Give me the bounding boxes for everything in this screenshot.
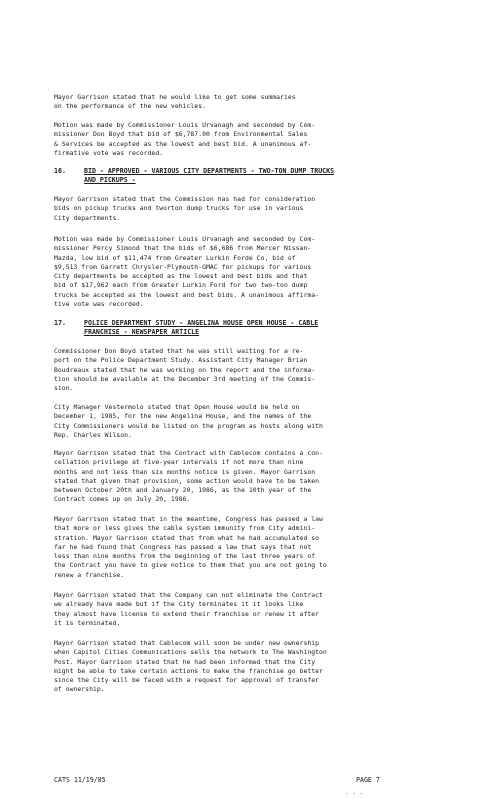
section-title-line-1: BID - APPROVED - VARIOUS CITY DEPARTMENTS - TWO-TON DUMP TRUCKS bbox=[84, 167, 335, 175]
paragraph-motion-environmental-bid: Motion was made by Commissioner Louis Urvanagh and seconded by Com- missioner Don Boyd that bid of $6,787.00 from Environmental Sales & Services be accepted as the lowest and best bid. A unanimous af- firmative vote was recorded. bbox=[54, 121, 316, 157]
paragraph-new-ownership: Mayor Garrison stated that Cablecom will soon be under new ownership when Capitol Cities Communications sells the network to The Washington Post. Mayor Garrison stated that he had been informed that the City might be able to take certain actions to make the franchise go better since the City will be faced with a request for approval of transfer of ownership. bbox=[54, 639, 327, 694]
paragraph-open-house: City Manager Vestermolo stated that Open House would be held on December 1, 1985, for the new Angelina House, and the names of the City Commissioners would be listed on the program as hosts along with Rep. Charles Wilson. bbox=[54, 403, 323, 439]
section-title-line-2: AND PICKUPS - bbox=[84, 176, 136, 184]
section-title-line-2: FRANCHISE - NEWSPAPER ARTICLE bbox=[84, 328, 200, 336]
footer-date: CATS 11/19/85 bbox=[54, 776, 106, 784]
footer-page-number: PAGE 7 bbox=[356, 776, 380, 784]
paragraph-bid-consideration: Mayor Garrison stated that the Commission has had for consideration bids on pickup trucks and tworton dump trucks for use in various City departments. bbox=[54, 195, 316, 222]
section-heading-16 bbox=[54, 167, 454, 187]
section-title-line-1: POLICE DEPARTMENT STUDY - ANGELINA HOUSE OPEN HOUSE - CABLE bbox=[84, 319, 319, 327]
paragraph-contract-termination: Mayor Garrison stated that the Company can not eliminate the Contract we already have made but if the City terminates it it looks like they almost have license to extend their franchise or renew it after it is terminated. bbox=[54, 591, 323, 627]
paragraph-vehicle-summaries: Mayor Garrison stated that he would like to get some summaries on the performance of the new vehicles. bbox=[54, 93, 296, 111]
paragraph-cablecom-contract: Mayor Garrison stated that the Contract with Cablecom contains a con- cellation privilege at five-year intervals if not more than nine months and not less than six months notice is given. Mayor Garrison stated that given that provision, some action would have to be taken between October 20th and January 20, 1986, as the 10th year of the Contract comes up on July 20, 1986. bbox=[54, 449, 323, 504]
section-heading-17 bbox=[54, 319, 454, 339]
paragraph-motion-pickup-trucks: Motion was made by Commissioner Louis Urvanagh and seconded by Com- missioner Percy Simond that the bids of $6,686 from Mercer Nissan- Mazda, low bid of $11,474 from Greater Lurkin Forde Co, bid of $9,513 from Garrett Chrysler-Plymouth-GMAC for pickups for various City departments be accepted as the lowest and best bids and that bid of $17,962 each from Greater Lurkin Ford for two two-ton dump trucks be accepted as the lowest and best bids. A unanimous affirma- tive vote was recorded. bbox=[54, 235, 320, 309]
paragraph-congress-law: Mayor Garrison stated that in the meantime, Congress has passed a law that more or less gives the cable system immunity from City admini- stration. Mayor Garrison stated that from what he had accumulated so far he had found that Congress has passed a law that says that not less than nine months from the beginning of the last three years of the Contract you have to give notice to them that you are not going to renew a franchise. bbox=[54, 515, 327, 579]
section-number: 16. bbox=[54, 167, 66, 175]
paragraph-police-study: Commissioner Don Boyd stated that he was still waiting for a re- port on the Police Department Study. Assistant City Manager Brian Boudreaux stated that he was working on the report and the informa- tion should be available at the December 3rd meeting of the Commis- sion. bbox=[54, 347, 316, 393]
section-number: 17. bbox=[54, 319, 66, 327]
scan-marks: . . . bbox=[345, 789, 364, 796]
